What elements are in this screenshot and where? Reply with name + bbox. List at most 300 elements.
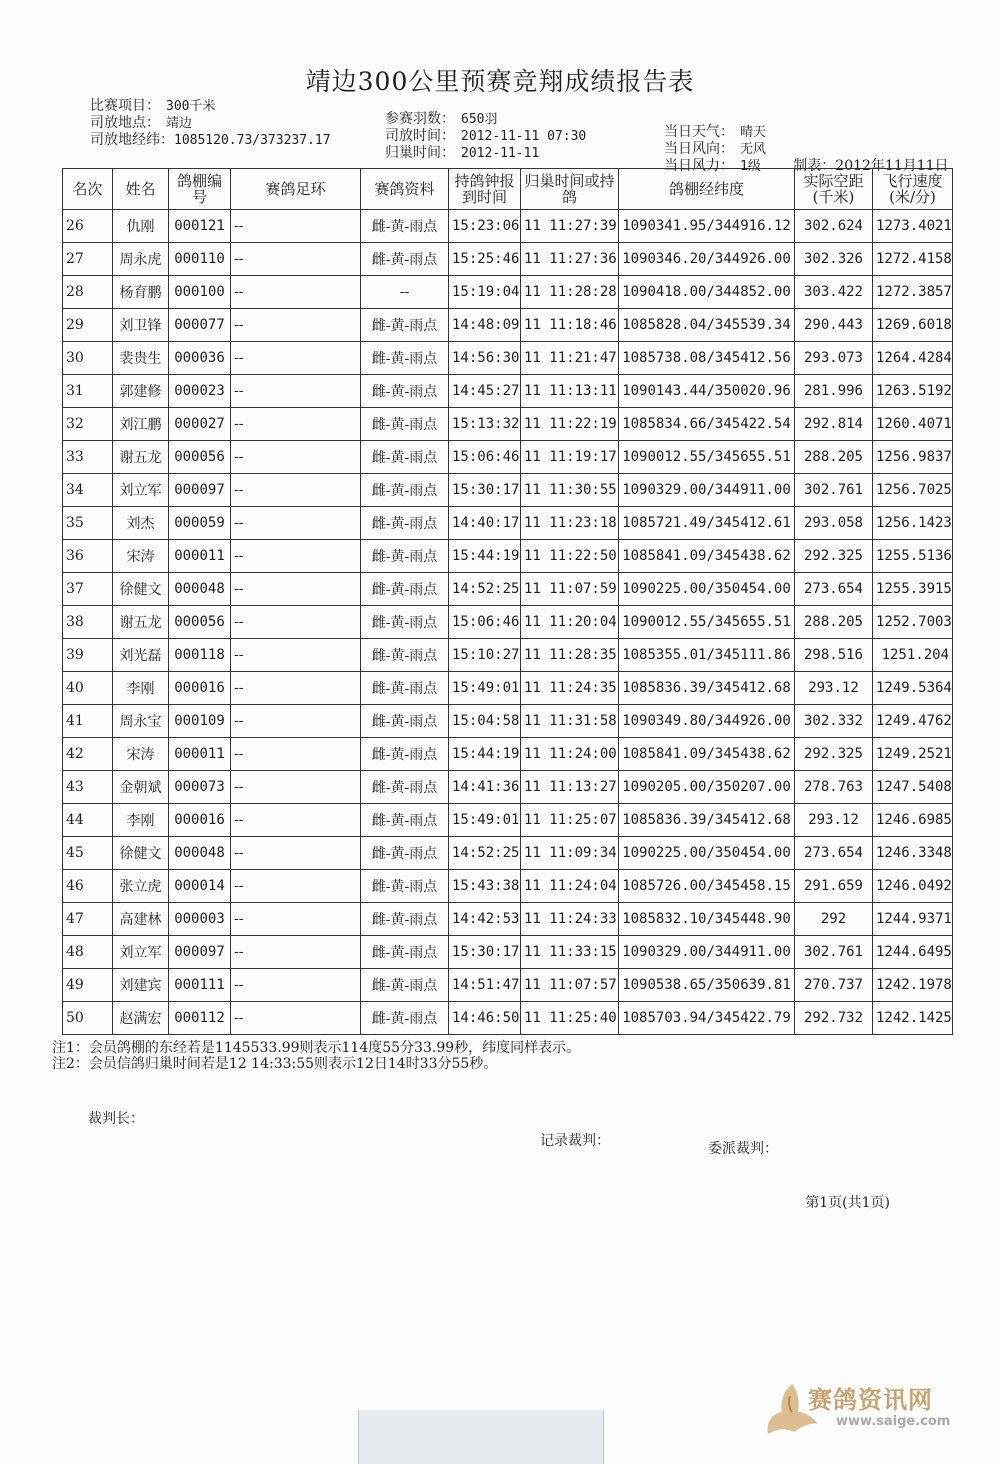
clock-time-cell: 14:46:50 xyxy=(449,1002,521,1035)
clock-time-cell: 15:25:46 xyxy=(449,243,521,276)
wind-dir-label: 当日风向： xyxy=(664,141,734,157)
watermark-name: 赛鸽资讯网 xyxy=(808,1386,933,1414)
loft-id-cell: 000003 xyxy=(169,903,231,936)
entries-value: 650羽 xyxy=(461,112,498,127)
loft-id-cell: 000048 xyxy=(169,837,231,870)
binder-clip xyxy=(358,1410,604,1464)
speed-cell: 1256.7025 xyxy=(873,474,953,507)
loft-id-cell: 000077 xyxy=(169,309,231,342)
ring-cell: -- xyxy=(231,606,361,639)
table-row xyxy=(63,276,953,309)
loft-coords-cell: 1090346.20/344926.00 xyxy=(619,243,795,276)
bird-info-cell: 雌-黄-雨点 xyxy=(361,936,449,969)
return-time-cell: 11 11:07:59 xyxy=(521,573,619,606)
return-time-cell: 11 11:24:35 xyxy=(521,672,619,705)
speed-cell: 1242.1978 xyxy=(873,969,953,1002)
speed-cell: 1255.3915 xyxy=(873,573,953,606)
loft-coords-cell: 1090341.95/344916.12 xyxy=(619,210,795,243)
distance-cell: 303.422 xyxy=(795,276,873,309)
bird-info-cell: -- xyxy=(361,276,449,309)
loft-coords-cell: 1085355.01/345111.86 xyxy=(619,639,795,672)
ring-cell: -- xyxy=(231,870,361,903)
bird-info-cell: 雌-黄-雨点 xyxy=(361,309,449,342)
ring-cell: -- xyxy=(231,441,361,474)
distance-cell: 291.659 xyxy=(795,870,873,903)
ring-cell: -- xyxy=(231,1002,361,1035)
distance-cell: 292 xyxy=(795,903,873,936)
loft-id-cell: 000073 xyxy=(169,771,231,804)
col-rank: 名次 xyxy=(63,169,113,210)
name-cell: 高建林 xyxy=(113,903,169,936)
speed-cell: 1256.9837 xyxy=(873,441,953,474)
speed-cell: 1246.6985 xyxy=(873,804,953,837)
speed-cell: 1255.5136 xyxy=(873,540,953,573)
table-row xyxy=(63,1002,953,1035)
made-date: 2012年11月11日 xyxy=(835,158,949,174)
clock-time-cell: 15:04:58 xyxy=(449,705,521,738)
loft-coords-cell: 1085738.08/345412.56 xyxy=(619,342,795,375)
bird-info-cell: 雌-黄-雨点 xyxy=(361,837,449,870)
distance-cell: 293.058 xyxy=(795,507,873,540)
loft-coords-cell: 1085836.39/345412.68 xyxy=(619,672,795,705)
clock-time-cell: 15:49:01 xyxy=(449,804,521,837)
clock-time-cell: 15:30:17 xyxy=(449,936,521,969)
name-cell: 李刚 xyxy=(113,672,169,705)
loft-coords-cell: 1085836.39/345412.68 xyxy=(619,804,795,837)
bird-info-cell: 雌-黄-雨点 xyxy=(361,804,449,837)
table-row xyxy=(63,837,953,870)
rank-cell: 46 xyxy=(63,870,113,903)
speed-cell: 1242.1425 xyxy=(873,1002,953,1035)
bird-info-cell: 雌-黄-雨点 xyxy=(361,573,449,606)
loft-id-cell: 000110 xyxy=(169,243,231,276)
name-cell: 刘立军 xyxy=(113,936,169,969)
rank-cell: 42 xyxy=(63,738,113,771)
name-cell: 裴贵生 xyxy=(113,342,169,375)
speed-cell: 1264.4284 xyxy=(873,342,953,375)
table-row xyxy=(63,507,953,540)
col-distance: 实际空距(千米) xyxy=(795,169,873,210)
loft-id-cell: 000100 xyxy=(169,276,231,309)
watermark-url: www.saige.com xyxy=(836,1414,951,1429)
name-cell: 宋涛 xyxy=(113,738,169,771)
ring-cell: -- xyxy=(231,474,361,507)
weather-label: 当日天气： xyxy=(664,124,734,140)
release-coords-label: 司放地经纬： xyxy=(90,132,174,148)
ring-cell: -- xyxy=(231,969,361,1002)
return-time-cell: 11 11:28:35 xyxy=(521,639,619,672)
return-time-cell: 11 11:25:40 xyxy=(521,1002,619,1035)
loft-coords-cell: 1085703.94/345422.79 xyxy=(619,1002,795,1035)
name-cell: 赵满宏 xyxy=(113,1002,169,1035)
loft-coords-cell: 1085726.00/345458.15 xyxy=(619,870,795,903)
name-cell: 周永宝 xyxy=(113,705,169,738)
bird-info-cell: 雌-黄-雨点 xyxy=(361,705,449,738)
rank-cell: 45 xyxy=(63,837,113,870)
return-time-cell: 11 11:23:18 xyxy=(521,507,619,540)
return-time-cell: 11 11:27:36 xyxy=(521,243,619,276)
clock-time-cell: 15:44:19 xyxy=(449,540,521,573)
event-value: 300千米 xyxy=(166,99,216,114)
ring-cell: -- xyxy=(231,804,361,837)
return-time-cell: 11 11:19:17 xyxy=(521,441,619,474)
clock-time-cell: 15:19:04 xyxy=(449,276,521,309)
loft-coords-cell: 1090538.65/350639.81 xyxy=(619,969,795,1002)
ring-cell: -- xyxy=(231,903,361,936)
clock-time-cell: 14:42:53 xyxy=(449,903,521,936)
table-row xyxy=(63,639,953,672)
made-label: 制表： xyxy=(793,158,836,174)
loft-id-cell: 000036 xyxy=(169,342,231,375)
name-cell: 刘杰 xyxy=(113,507,169,540)
loft-coords-cell: 1085841.09/345438.62 xyxy=(619,738,795,771)
speed-cell: 1246.0492 xyxy=(873,870,953,903)
speed-cell: 1247.5408 xyxy=(873,771,953,804)
speed-cell: 1249.2521 xyxy=(873,738,953,771)
clock-time-cell: 14:48:09 xyxy=(449,309,521,342)
bird-info-cell: 雌-黄-雨点 xyxy=(361,903,449,936)
footnotes xyxy=(52,1040,580,1072)
name-cell: 刘光磊 xyxy=(113,639,169,672)
rank-cell: 37 xyxy=(63,573,113,606)
rank-cell: 38 xyxy=(63,606,113,639)
wind-force-label: 当日风力： xyxy=(664,158,734,174)
bird-info-cell: 雌-黄-雨点 xyxy=(361,969,449,1002)
name-cell: 杨育鹏 xyxy=(113,276,169,309)
table-row xyxy=(63,969,953,1002)
ring-cell: -- xyxy=(231,375,361,408)
rank-cell: 33 xyxy=(63,441,113,474)
table-row xyxy=(63,738,953,771)
rank-cell: 29 xyxy=(63,309,113,342)
distance-cell: 292.325 xyxy=(795,738,873,771)
distance-cell: 293.12 xyxy=(795,672,873,705)
loft-coords-cell: 1090418.00/344852.00 xyxy=(619,276,795,309)
name-cell: 张立虎 xyxy=(113,870,169,903)
clock-time-cell: 15:13:32 xyxy=(449,408,521,441)
rank-cell: 26 xyxy=(63,210,113,243)
bird-info-cell: 雌-黄-雨点 xyxy=(361,870,449,903)
return-time-cell: 11 11:27:39 xyxy=(521,210,619,243)
speed-cell: 1251.204 xyxy=(873,639,953,672)
table-row xyxy=(63,936,953,969)
table-row xyxy=(63,375,953,408)
ring-cell: -- xyxy=(231,639,361,672)
wind-dir-value: 无风 xyxy=(740,142,767,157)
loft-coords-cell: 1090225.00/350454.00 xyxy=(619,573,795,606)
return-time-cell: 11 11:31:58 xyxy=(521,705,619,738)
return-time-cell: 11 11:25:07 xyxy=(521,804,619,837)
rank-cell: 28 xyxy=(63,276,113,309)
ring-cell: -- xyxy=(231,210,361,243)
bird-info-cell: 雌-黄-雨点 xyxy=(361,738,449,771)
table-header-row xyxy=(63,169,953,210)
table-row xyxy=(63,474,953,507)
name-cell: 郭建修 xyxy=(113,375,169,408)
name-cell: 刘卫锋 xyxy=(113,309,169,342)
loft-coords-cell: 1090143.44/350020.96 xyxy=(619,375,795,408)
rank-cell: 39 xyxy=(63,639,113,672)
return-time-cell: 11 11:22:19 xyxy=(521,408,619,441)
return-time-label: 归巢时间： xyxy=(385,145,455,161)
name-cell: 李刚 xyxy=(113,804,169,837)
distance-cell: 293.073 xyxy=(795,342,873,375)
clock-time-cell: 15:06:46 xyxy=(449,606,521,639)
table-row xyxy=(63,408,953,441)
bird-info-cell: 雌-黄-雨点 xyxy=(361,1002,449,1035)
entries-label: 参赛羽数： xyxy=(385,111,455,127)
clock-time-cell: 14:51:47 xyxy=(449,969,521,1002)
return-time-cell: 11 11:07:57 xyxy=(521,969,619,1002)
distance-cell: 278.763 xyxy=(795,771,873,804)
report-title: 靖边300公里预赛竞翔成绩报告表 xyxy=(305,67,695,96)
return-time-cell: 11 11:18:46 xyxy=(521,309,619,342)
recorder-judge-label: 记录裁判： xyxy=(540,1133,610,1149)
speed-cell: 1273.4021 xyxy=(873,210,953,243)
col-bird-info: 赛鸽资料 xyxy=(361,169,449,210)
name-cell: 谢五龙 xyxy=(113,606,169,639)
ring-cell: -- xyxy=(231,573,361,606)
bird-info-cell: 雌-黄-雨点 xyxy=(361,639,449,672)
clock-time-cell: 14:56:30 xyxy=(449,342,521,375)
note-1: 注1：会员鸽棚的东经若是1145533.99则表示114度55分33.99秒，纬度同样表示。 xyxy=(52,1040,581,1056)
delegate-judge-label: 委派裁判： xyxy=(708,1141,778,1157)
table-row xyxy=(63,441,953,474)
clock-time-cell: 14:52:25 xyxy=(449,837,521,870)
ring-cell: -- xyxy=(231,837,361,870)
bird-info-cell: 雌-黄-雨点 xyxy=(361,210,449,243)
loft-id-cell: 000056 xyxy=(169,441,231,474)
bird-info-cell: 雌-黄-雨点 xyxy=(361,441,449,474)
col-clock-time: 持鸽钟报到时间 xyxy=(449,169,521,210)
speed-cell: 1260.4071 xyxy=(873,408,953,441)
return-time-cell: 11 11:24:00 xyxy=(521,738,619,771)
loft-id-cell: 000097 xyxy=(169,936,231,969)
loft-coords-cell: 1085721.49/345412.61 xyxy=(619,507,795,540)
ring-cell: -- xyxy=(231,309,361,342)
ring-cell: -- xyxy=(231,342,361,375)
rank-cell: 49 xyxy=(63,969,113,1002)
ring-cell: -- xyxy=(231,276,361,309)
watermark xyxy=(762,1378,972,1448)
clock-time-cell: 15:43:38 xyxy=(449,870,521,903)
return-time-cell: 11 11:13:11 xyxy=(521,375,619,408)
ring-cell: -- xyxy=(231,540,361,573)
col-name: 姓名 xyxy=(113,169,169,210)
meta-left xyxy=(90,98,331,149)
speed-cell: 1256.1423 xyxy=(873,507,953,540)
ring-cell: -- xyxy=(231,672,361,705)
clock-time-cell: 15:49:01 xyxy=(449,672,521,705)
return-time-cell: 11 11:09:34 xyxy=(521,837,619,870)
wind-force-value: 1级 xyxy=(740,159,761,174)
name-cell: 徐健文 xyxy=(113,573,169,606)
name-cell: 刘立军 xyxy=(113,474,169,507)
rank-cell: 35 xyxy=(63,507,113,540)
loft-id-cell: 000097 xyxy=(169,474,231,507)
results-table xyxy=(62,168,953,1035)
rank-cell: 41 xyxy=(63,705,113,738)
loft-coords-cell: 1090205.00/350207.00 xyxy=(619,771,795,804)
distance-cell: 288.205 xyxy=(795,441,873,474)
loft-id-cell: 000016 xyxy=(169,672,231,705)
return-time-cell: 11 11:28:28 xyxy=(521,276,619,309)
clock-time-cell: 15:06:46 xyxy=(449,441,521,474)
clock-time-cell: 14:40:17 xyxy=(449,507,521,540)
ring-cell: -- xyxy=(231,705,361,738)
release-place-label: 司放地点： xyxy=(90,115,160,131)
speed-cell: 1244.9371 xyxy=(873,903,953,936)
return-time-cell: 11 11:24:33 xyxy=(521,903,619,936)
rank-cell: 32 xyxy=(63,408,113,441)
name-cell: 刘建宾 xyxy=(113,969,169,1002)
ring-cell: -- xyxy=(231,243,361,276)
clock-time-cell: 14:45:27 xyxy=(449,375,521,408)
loft-id-cell: 000016 xyxy=(169,804,231,837)
bird-info-cell: 雌-黄-雨点 xyxy=(361,672,449,705)
loft-coords-cell: 1085832.10/345448.90 xyxy=(619,903,795,936)
release-time-label: 司放时间： xyxy=(385,128,455,144)
rank-cell: 43 xyxy=(63,771,113,804)
loft-id-cell: 000027 xyxy=(169,408,231,441)
distance-cell: 302.326 xyxy=(795,243,873,276)
event-label: 比赛项目： xyxy=(90,98,160,114)
bird-info-cell: 雌-黄-雨点 xyxy=(361,606,449,639)
return-time-cell: 11 11:33:15 xyxy=(521,936,619,969)
distance-cell: 273.654 xyxy=(795,837,873,870)
speed-cell: 1246.3348 xyxy=(873,837,953,870)
speed-cell: 1272.3857 xyxy=(873,276,953,309)
bird-info-cell: 雌-黄-雨点 xyxy=(361,474,449,507)
bird-info-cell: 雌-黄-雨点 xyxy=(361,540,449,573)
loft-coords-cell: 1090012.55/345655.51 xyxy=(619,441,795,474)
rank-cell: 30 xyxy=(63,342,113,375)
loft-id-cell: 000118 xyxy=(169,639,231,672)
ring-cell: -- xyxy=(231,771,361,804)
loft-id-cell: 000121 xyxy=(169,210,231,243)
clock-time-cell: 15:10:27 xyxy=(449,639,521,672)
return-time-cell: 11 11:24:04 xyxy=(521,870,619,903)
loft-id-cell: 000059 xyxy=(169,507,231,540)
table-row xyxy=(63,705,953,738)
loft-id-cell: 000056 xyxy=(169,606,231,639)
table-row xyxy=(63,672,953,705)
return-time-cell: 11 11:20:04 xyxy=(521,606,619,639)
distance-cell: 302.332 xyxy=(795,705,873,738)
bird-info-cell: 雌-黄-雨点 xyxy=(361,342,449,375)
distance-cell: 302.761 xyxy=(795,936,873,969)
return-time-cell: 11 11:13:27 xyxy=(521,771,619,804)
table-row xyxy=(63,903,953,936)
speed-cell: 1249.4762 xyxy=(873,705,953,738)
ring-cell: -- xyxy=(231,936,361,969)
loft-id-cell: 000023 xyxy=(169,375,231,408)
bird-info-cell: 雌-黄-雨点 xyxy=(361,507,449,540)
weather-value: 晴天 xyxy=(740,125,767,140)
chief-judge-label: 裁判长： xyxy=(88,1111,144,1127)
distance-cell: 298.516 xyxy=(795,639,873,672)
name-cell: 宋涛 xyxy=(113,540,169,573)
table-row xyxy=(63,606,953,639)
table-row xyxy=(63,870,953,903)
release-coords-value: 1085120.73/373237.17 xyxy=(174,133,331,148)
rank-cell: 36 xyxy=(63,540,113,573)
speed-cell: 1249.5364 xyxy=(873,672,953,705)
loft-coords-cell: 1090225.00/350454.00 xyxy=(619,837,795,870)
distance-cell: 288.205 xyxy=(795,606,873,639)
distance-cell: 302.761 xyxy=(795,474,873,507)
loft-id-cell: 000014 xyxy=(169,870,231,903)
meta-middle xyxy=(385,111,586,162)
table-row xyxy=(63,243,953,276)
clock-time-cell: 14:52:25 xyxy=(449,573,521,606)
col-loft-id: 鸽棚编号 xyxy=(169,169,231,210)
speed-cell: 1269.6018 xyxy=(873,309,953,342)
loft-coords-cell: 1090329.00/344911.00 xyxy=(619,474,795,507)
clock-time-cell: 15:23:06 xyxy=(449,210,521,243)
clock-time-cell: 15:30:17 xyxy=(449,474,521,507)
rank-cell: 50 xyxy=(63,1002,113,1035)
loft-coords-cell: 1090349.80/344926.00 xyxy=(619,705,795,738)
clock-time-cell: 15:44:19 xyxy=(449,738,521,771)
loft-id-cell: 000112 xyxy=(169,1002,231,1035)
rank-cell: 40 xyxy=(63,672,113,705)
note-2: 注2：会员信鸽归巢时间若是12 14:33:55则表示12日14时33分55秒。 xyxy=(52,1056,498,1072)
name-cell: 周永虎 xyxy=(113,243,169,276)
col-loft-coords: 鸽棚经纬度 xyxy=(619,169,795,210)
distance-cell: 293.12 xyxy=(795,804,873,837)
table-row xyxy=(63,804,953,837)
table-row xyxy=(63,342,953,375)
release-time-value: 2012-11-11 07:30 xyxy=(461,129,587,144)
speed-cell: 1272.4158 xyxy=(873,243,953,276)
ring-cell: -- xyxy=(231,408,361,441)
bird-info-cell: 雌-黄-雨点 xyxy=(361,771,449,804)
release-place-value: 靖边 xyxy=(166,116,193,131)
distance-cell: 292.325 xyxy=(795,540,873,573)
name-cell: 谢五龙 xyxy=(113,441,169,474)
loft-coords-cell: 1085828.04/345539.34 xyxy=(619,309,795,342)
name-cell: 金朝斌 xyxy=(113,771,169,804)
name-cell: 仇刚 xyxy=(113,210,169,243)
loft-id-cell: 000109 xyxy=(169,705,231,738)
bird-info-cell: 雌-黄-雨点 xyxy=(361,408,449,441)
table-row xyxy=(63,573,953,606)
loft-coords-cell: 1090012.55/345655.51 xyxy=(619,606,795,639)
distance-cell: 292.814 xyxy=(795,408,873,441)
loft-id-cell: 000011 xyxy=(169,540,231,573)
speed-cell: 1244.6495 xyxy=(873,936,953,969)
rank-cell: 34 xyxy=(63,474,113,507)
table-row xyxy=(63,771,953,804)
table-row xyxy=(63,540,953,573)
ring-cell: -- xyxy=(231,738,361,771)
return-time-cell: 11 11:21:47 xyxy=(521,342,619,375)
distance-cell: 270.737 xyxy=(795,969,873,1002)
rank-cell: 31 xyxy=(63,375,113,408)
col-speed: 飞行速度(米/分) xyxy=(873,169,953,210)
rank-cell: 48 xyxy=(63,936,113,969)
name-cell: 徐健文 xyxy=(113,837,169,870)
col-ring: 赛鸽足环 xyxy=(231,169,361,210)
page-number: 第1页(共1页) xyxy=(805,1195,890,1211)
loft-id-cell: 000111 xyxy=(169,969,231,1002)
loft-coords-cell: 1085841.09/345438.62 xyxy=(619,540,795,573)
bird-info-cell: 雌-黄-雨点 xyxy=(361,243,449,276)
distance-cell: 281.996 xyxy=(795,375,873,408)
table-row xyxy=(63,309,953,342)
speed-cell: 1263.5192 xyxy=(873,375,953,408)
